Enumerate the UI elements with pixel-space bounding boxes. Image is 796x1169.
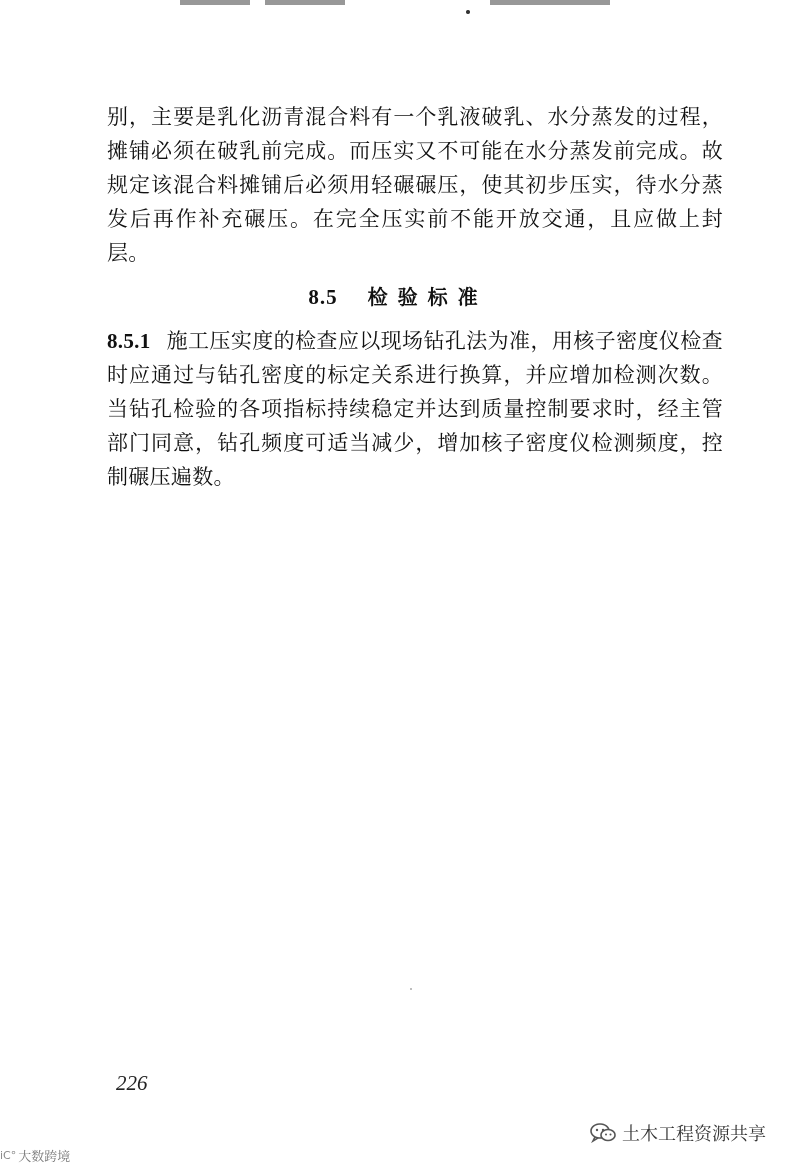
top-edge-artifact — [265, 0, 345, 5]
top-edge-dot — [466, 10, 470, 14]
clause-paragraph — [107, 324, 723, 494]
corner-watermark-mark: iC° — [0, 1149, 17, 1162]
scan-speck — [410, 988, 412, 990]
corner-watermark — [0, 1146, 70, 1165]
corner-watermark-text: 大数跨境 — [18, 1150, 71, 1165]
wechat-icon — [590, 1122, 616, 1144]
section-title: 检验标准 — [367, 285, 488, 309]
clause-number: 8.5.1 — [107, 329, 151, 353]
clause-text: 施工压实度的检查应以现场钻孔法为准，用核子密度仪检查时应通过与钻孔密度的标定关系进行换算，并应增加检测次数。当钻孔检验的各项指标持续稳定并达到质量控制要求时，经主管部门同意，钻孔频度可适当减少，增加核子密度仪检测频度，控制碾压遍数。 — [107, 329, 723, 489]
section-number: 8.5 — [308, 285, 338, 309]
paragraph-continuation: 别，主要是乳化沥青混合料有一个乳液破乳、水分蒸发的过程，摊铺必须在破乳前完成。而压实又不可能在水分蒸发前完成。故规定该混合料摊铺后必须用轻碾碾压，使其初步压实，待水分蒸发后再作补充碾压。在完全压实前不能开放交通，且应做上封层。 — [107, 105, 723, 265]
top-edge-artifact — [490, 0, 610, 5]
top-edge-artifact — [180, 0, 250, 5]
section-heading — [0, 281, 796, 310]
page-number: 226 — [116, 1071, 148, 1095]
wechat-watermark-text: 土木工程资源共享 — [622, 1124, 766, 1145]
wechat-watermark — [590, 1120, 766, 1146]
